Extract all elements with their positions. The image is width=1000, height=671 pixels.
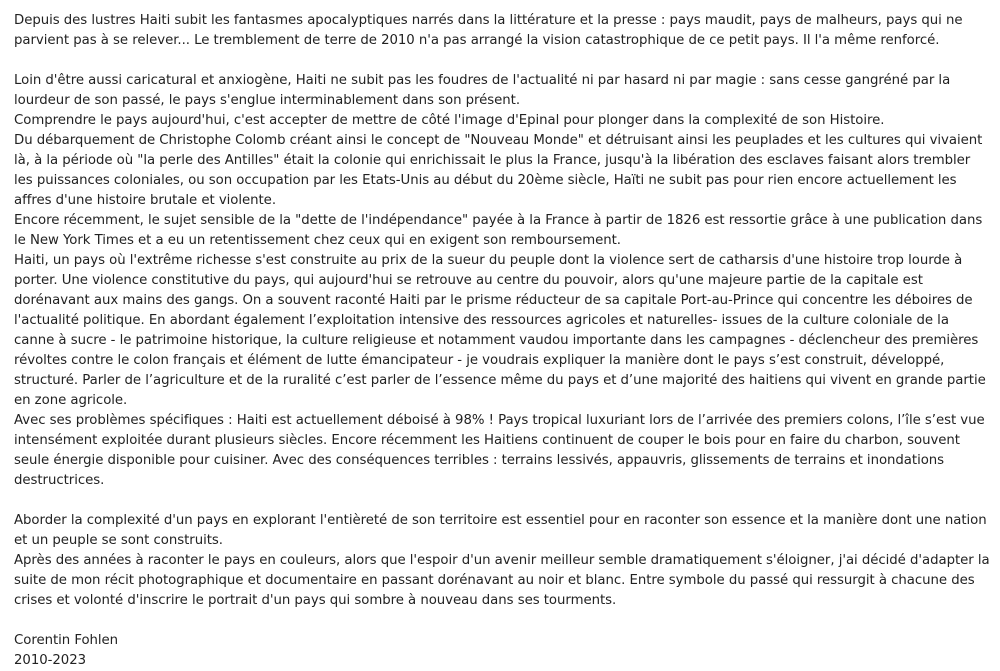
article-text xyxy=(14,11,992,671)
author-name: Corentin Fohlen xyxy=(14,633,119,648)
paragraph-deboisement: Avec ses problèmes spécifiques : Haiti est actuellement déboisé à 98% ! Pays tropical luxuriant lors de l’arrivée des premiers colons, l’île s’est vue intensément exploitée durant plusieurs siècles. Encore récemment les Haitiens continuent de couper le bois pour en faire du charbon, souvent seule énergie disponible pour cuisiner. Avec des conséquences terribles : terrains lessivés, appauvris, glissements de terrains et inondations destructrices. xyxy=(14,413,985,488)
paragraph-spacer xyxy=(14,491,992,511)
paragraph-comprendre: Comprendre le pays aujourd'hui, c'est accepter de mettre de côté l'image d'Epinal pour plonger dans la complexité de son Histoire. xyxy=(14,113,885,128)
paragraph-spacer xyxy=(14,611,992,631)
paragraph-violence: Haiti, un pays où l'extrême richesse s'est construite au prix de la sueur du peuple dont la violence sert de catharsis d'une histoire trop lourde à porter. Une violence constitutive du pays, qui aujourd'hui se retrouve au centre du pouvoir, alors qu'une majeure partie de la capitale est dorénavant aux mains des gangs. On a souvent raconté Haiti par le prisme réducteur de sa capitale Port-au-Prince qui concentre les déboires de l'actualité politique. En abordant également l’exploitation intensive des ressources agricoles et naturelles- issues de la culture coloniale de la canne à sucre - le patrimoine historique, la culture religieuse et notamment vaudou importante dans les campagnes - déclencheur des premières révoltes contre le colon français et élément de lutte émancipateur - je voudrais expliquer la manière dont le pays s’est construit, développé, structuré. Parler de l’agriculture et de la ruralité c’est parler de l’essence même du pays et d’une majorité des haitiens qui vivent en grande partie en zone agricole. xyxy=(14,253,986,408)
paragraph-complexite: Aborder la complexité d'un pays en explorant l'entièreté de son territoire est essentiel pour en raconter son essence et la manière dont une nation et un peuple se sont construits. xyxy=(14,513,987,548)
paragraph-intro: Depuis des lustres Haiti subit les fantasmes apocalyptiques narrés dans la littérature et la presse : pays maudit, pays de malheurs, pays qui ne parvient pas à se relever... Le tremblement de terre de 2010 n'a pas arrangé la vision catastrophique de ce petit pays. Il l'a même renforcé. xyxy=(14,13,963,48)
paragraph-spacer xyxy=(14,51,992,71)
paragraph-noir-et-blanc: Après des années à raconter le pays en couleurs, alors que l'espoir d'un avenir meilleur semble dramatiquement s'éloigner, j'ai décidé d'adapter la suite de mon récit photographique et documentaire en passant dorénavant au noir et blanc. Entre symbole du passé qui ressurgit à chacune des crises et volonté d'inscrire le portrait d'un pays qui sombre à nouveau dans ses tourments. xyxy=(14,553,990,608)
date-range: 2010-2023 xyxy=(14,653,87,668)
paragraph-histoire: Du débarquement de Christophe Colomb créant ainsi le concept de "Nouveau Monde" et détruisant ainsi les peuplades et les cultures qui vivaient là, à la période où "la perle des Antilles" était la colonie qui enrichissait le plus la France, jusqu'à la libération des esclaves faisant alors trembler les puissances coloniales, ou son occupation par les Etats-Unis au début du 20ème siècle, Haïti ne subit pas pour rien encore actuellement les affres d'une histoire brutale et violente. xyxy=(14,133,983,208)
paragraph-caricature: Loin d'être aussi caricatural et anxiogène, Haiti ne subit pas les foudres de l'actualité ni par hasard ni par magie : sans cesse gangréné par la lourdeur de son passé, le pays s'englue interminablement dans son présent. xyxy=(14,73,951,108)
paragraph-dette: Encore récemment, le sujet sensible de la "dette de l'indépendance" payée à la France à partir de 1826 est ressortie grâce à une publication dans le New York Times et a eu un retentissement chez ceux qui en exigent son remboursement. xyxy=(14,213,983,248)
